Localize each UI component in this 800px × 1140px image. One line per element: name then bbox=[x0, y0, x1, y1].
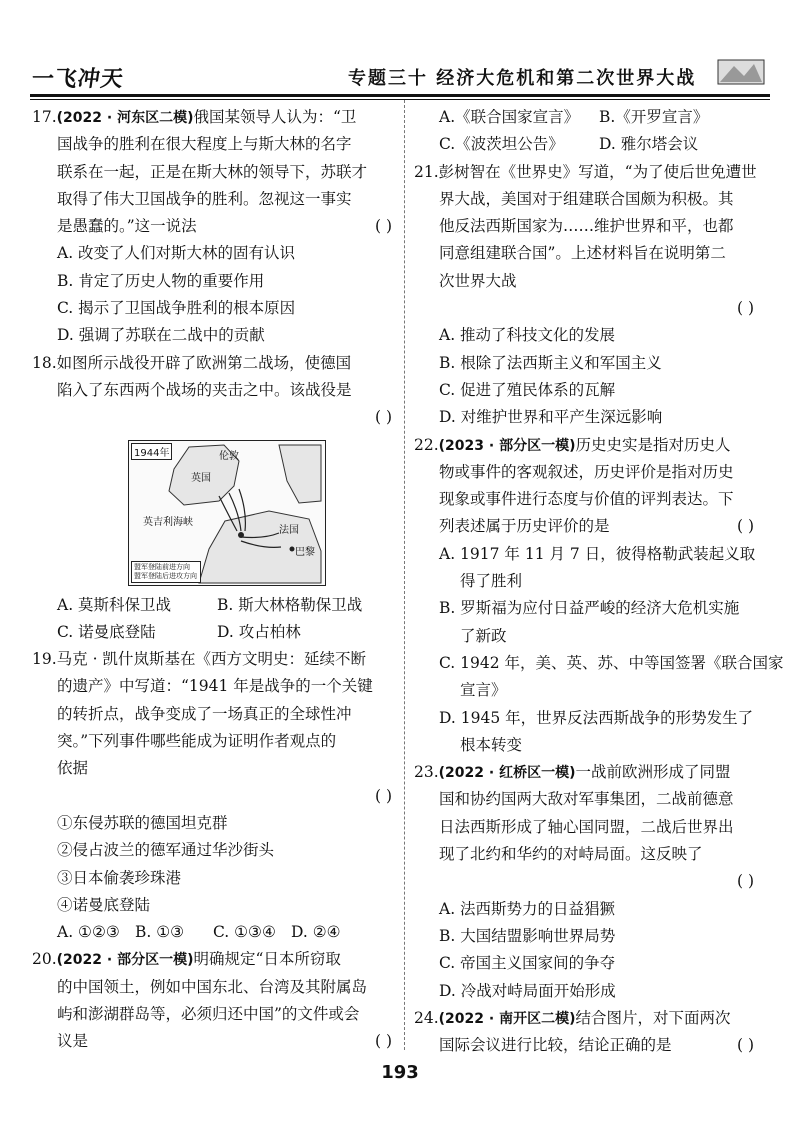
option-c[interactable]: C. 促进了殖民体系的瓦解 bbox=[439, 380, 616, 399]
normandy-map bbox=[128, 440, 326, 586]
question-17 bbox=[32, 104, 402, 350]
question-text: 列表述属于历史评价的是 bbox=[439, 517, 610, 536]
question-text: 日法西斯形成了轴心国同盟，二战后世界出 bbox=[439, 817, 734, 836]
option-c[interactable]: C. ①③④ bbox=[213, 923, 276, 942]
legend-item: 盟军登陆后进攻方向 bbox=[134, 571, 197, 580]
option-a[interactable]: A. ①②③ bbox=[57, 923, 120, 942]
question-text: 屿和澎湖群岛等，必须归还中国”的文件或会 bbox=[57, 1005, 360, 1024]
column-divider bbox=[404, 100, 405, 1050]
question-text: 明确规定“日本所窃取 bbox=[193, 950, 341, 969]
page-header bbox=[30, 56, 770, 92]
option-d[interactable]: D. 1945 年，世界反法西斯战争的形势发生了 bbox=[439, 708, 754, 727]
question-text: 物或事件的客观叙述，历史评价是指对历史 bbox=[439, 462, 734, 481]
answer-blank[interactable]: ( ) bbox=[736, 872, 754, 891]
option-b[interactable]: B. 肯定了历史人物的重要作用 bbox=[57, 271, 265, 290]
question-24 bbox=[414, 1005, 764, 1060]
option-a[interactable]: A. 莫斯科保卫战 bbox=[57, 595, 172, 614]
question-number: 21. bbox=[414, 162, 439, 181]
answer-blank[interactable]: ( ) bbox=[736, 517, 754, 536]
statement-item: ③日本偷袭珍珠港 bbox=[57, 868, 182, 887]
question-22 bbox=[414, 432, 784, 760]
option-d-cont[interactable]: 根本转变 bbox=[460, 735, 523, 754]
option-a[interactable]: A.《联合国家宣言》 bbox=[439, 108, 580, 126]
option-c[interactable]: C. 揭示了卫国战争胜利的根本原因 bbox=[57, 299, 296, 318]
option-c[interactable]: C. 帝国主义国家间的争夺 bbox=[439, 954, 616, 973]
option-b-cont[interactable]: 了新政 bbox=[460, 626, 507, 645]
right-column bbox=[414, 104, 784, 1059]
question-18 bbox=[32, 350, 402, 646]
option-c[interactable]: C. 1942 年，美、英、苏、中等国签署《联合国家 bbox=[439, 653, 784, 672]
legend-item: 盟军登陆前进方向 bbox=[134, 562, 190, 571]
option-d[interactable]: D. ②④ bbox=[291, 923, 341, 942]
option-c[interactable]: C. 诺曼底登陆 bbox=[57, 622, 156, 641]
answer-blank[interactable]: ( ) bbox=[374, 786, 392, 805]
question-text: 国和协约国两大敌对军事集团，二战前德意 bbox=[439, 790, 734, 809]
map-label-london: 伦敦 bbox=[219, 450, 239, 462]
question-text: 马克 · 凯什岚斯基在《西方文明史：延续不断 bbox=[56, 650, 366, 669]
question-text: 的遗产》中写道：“1941 年是战争的一个关键 bbox=[57, 677, 373, 696]
question-text: 历史史实是指对历史人 bbox=[575, 435, 731, 454]
option-a[interactable]: A. 改变了人们对斯大林的固有认识 bbox=[57, 244, 296, 263]
topic-title: 专题三十 经济大危机和第二次世界大战 bbox=[348, 68, 697, 89]
question-text: 现象或事件进行态度与价值的评判表达。下 bbox=[439, 490, 734, 509]
question-text: 议是 bbox=[57, 1032, 89, 1051]
question-text: 俄国某领导人认为：“卫 bbox=[193, 108, 357, 126]
option-a[interactable]: A. 1917 年 11 月 7 日，彼得格勒武装起义取 bbox=[439, 544, 756, 563]
question-number: 18. bbox=[32, 353, 57, 372]
option-d[interactable]: D. 对维护世界和平产生深远影响 bbox=[439, 408, 663, 427]
option-b[interactable]: B. 斯大林格勒保卫战 bbox=[217, 595, 363, 614]
question-text: 陷入了东西两个战场的夹击之中。该战役是 bbox=[57, 380, 352, 399]
option-a-cont[interactable]: 得了胜利 bbox=[460, 572, 523, 591]
answer-blank[interactable]: ( ) bbox=[736, 1036, 754, 1055]
option-d[interactable]: D. 雅尔塔会议 bbox=[599, 135, 699, 154]
question-text: 是愚蠢的。”这一说法 bbox=[57, 217, 197, 236]
question-text: 突。”下列事件哪些能成为证明作者观点的 bbox=[57, 732, 337, 751]
question-text: 如图所示战役开辟了欧洲第二战场，使德国 bbox=[56, 353, 352, 372]
option-d[interactable]: D. 攻占柏林 bbox=[217, 622, 301, 641]
question-number: 20. bbox=[32, 950, 57, 969]
question-text: 国际会议进行比较，结论正确的是 bbox=[439, 1036, 672, 1055]
option-a[interactable]: A. 推动了科技文化的发展 bbox=[439, 326, 616, 345]
question-source: (2022 · 南开区二模) bbox=[438, 1010, 576, 1027]
option-b[interactable]: B. 大国结盟影响世界局势 bbox=[439, 926, 616, 945]
statement-item: ②侵占波兰的德军通过华沙街头 bbox=[57, 841, 275, 860]
option-d[interactable]: D. 强调了苏联在二战中的贡献 bbox=[57, 326, 265, 345]
option-b[interactable]: B.《开罗宣言》 bbox=[599, 108, 709, 126]
header-rule-thin bbox=[30, 99, 770, 100]
left-column bbox=[32, 104, 402, 1056]
map-label-uk: 英国 bbox=[191, 472, 211, 484]
question-number: 19. bbox=[32, 650, 57, 669]
question-number: 23. bbox=[414, 763, 439, 782]
question-number: 24. bbox=[414, 1008, 439, 1027]
map-label-paris: 巴黎 bbox=[295, 546, 315, 558]
corner-decoration-icon bbox=[714, 56, 768, 88]
question-text: 取得了伟大卫国战争的胜利。忽视这一事实 bbox=[57, 189, 352, 208]
question-text: 联系在一起，正是在斯大林的领导下，苏联才 bbox=[57, 162, 368, 181]
option-b[interactable]: B. 根除了法西斯主义和军国主义 bbox=[439, 353, 662, 372]
question-number: 22. bbox=[414, 435, 439, 454]
option-b[interactable]: B. ①③ bbox=[135, 923, 185, 942]
question-source: (2022 · 部分区一模) bbox=[56, 952, 194, 969]
page-number: 193 bbox=[381, 1062, 419, 1083]
question-text: 他反法西斯国家为……维护世界和平，也都 bbox=[439, 217, 734, 236]
map-label-channel: 英吉利海峡 bbox=[143, 516, 193, 528]
question-23 bbox=[414, 759, 764, 1005]
option-a[interactable]: A. 法西斯势力的日益猖獗 bbox=[439, 899, 616, 918]
answer-blank[interactable]: ( ) bbox=[374, 408, 392, 427]
map-legend bbox=[131, 561, 201, 583]
header-rule bbox=[30, 94, 770, 97]
question-text: 国战争的胜利在很大程度上与斯大林的名字 bbox=[57, 135, 352, 154]
answer-blank[interactable]: ( ) bbox=[374, 217, 392, 236]
option-d[interactable]: D. 冷战对峙局面开始形成 bbox=[439, 981, 616, 1000]
statement-item: ④诺曼底登陆 bbox=[57, 895, 151, 914]
map-year-label: 1944年 bbox=[131, 443, 172, 460]
statement-item: ①东侵苏联的德国坦克群 bbox=[57, 813, 228, 832]
question-text: 次世界大战 bbox=[439, 271, 517, 290]
map-label-france: 法国 bbox=[279, 524, 299, 536]
question-text: 一战前欧洲形成了同盟 bbox=[575, 763, 731, 782]
answer-blank[interactable]: ( ) bbox=[374, 1032, 392, 1051]
question-text: 的中国领土，例如中国东北、台湾及其附属岛 bbox=[57, 977, 368, 996]
question-text: 结合图片，对下面两次 bbox=[575, 1008, 731, 1027]
question-text: 界大战，美国对于组建联合国颇为积极。其 bbox=[439, 189, 734, 208]
question-text: 同意组建联合国”。上述材料旨在说明第二 bbox=[439, 244, 726, 263]
question-source: (2022 · 河东区二模) bbox=[56, 110, 194, 126]
question-text: 的转折点，战争变成了一场真正的全球性冲 bbox=[57, 704, 352, 723]
question-number: 17. bbox=[32, 108, 57, 126]
option-c-cont[interactable]: 宣言》 bbox=[460, 681, 507, 700]
option-c[interactable]: C.《波茨坦公告》 bbox=[439, 135, 564, 154]
option-b[interactable]: B. 罗斯福为应付日益严峻的经济大危机实施 bbox=[439, 599, 740, 618]
question-source: (2023 · 部分区一模) bbox=[438, 437, 576, 454]
question-19 bbox=[32, 646, 402, 946]
question-21 bbox=[414, 159, 764, 432]
question-text: 彭树智在《世界史》写道，“为了使后世免遭世 bbox=[438, 162, 757, 181]
question-source: (2022 · 红桥区一模) bbox=[438, 765, 576, 782]
brand-logo: 一飞冲天 bbox=[29, 66, 126, 92]
question-text: 依据 bbox=[57, 759, 89, 778]
answer-blank[interactable]: ( ) bbox=[736, 299, 754, 318]
question-20 bbox=[32, 946, 402, 1055]
question-20-options bbox=[414, 104, 764, 159]
question-text: 现了北约和华约的对峙局面。这反映了 bbox=[439, 845, 703, 864]
